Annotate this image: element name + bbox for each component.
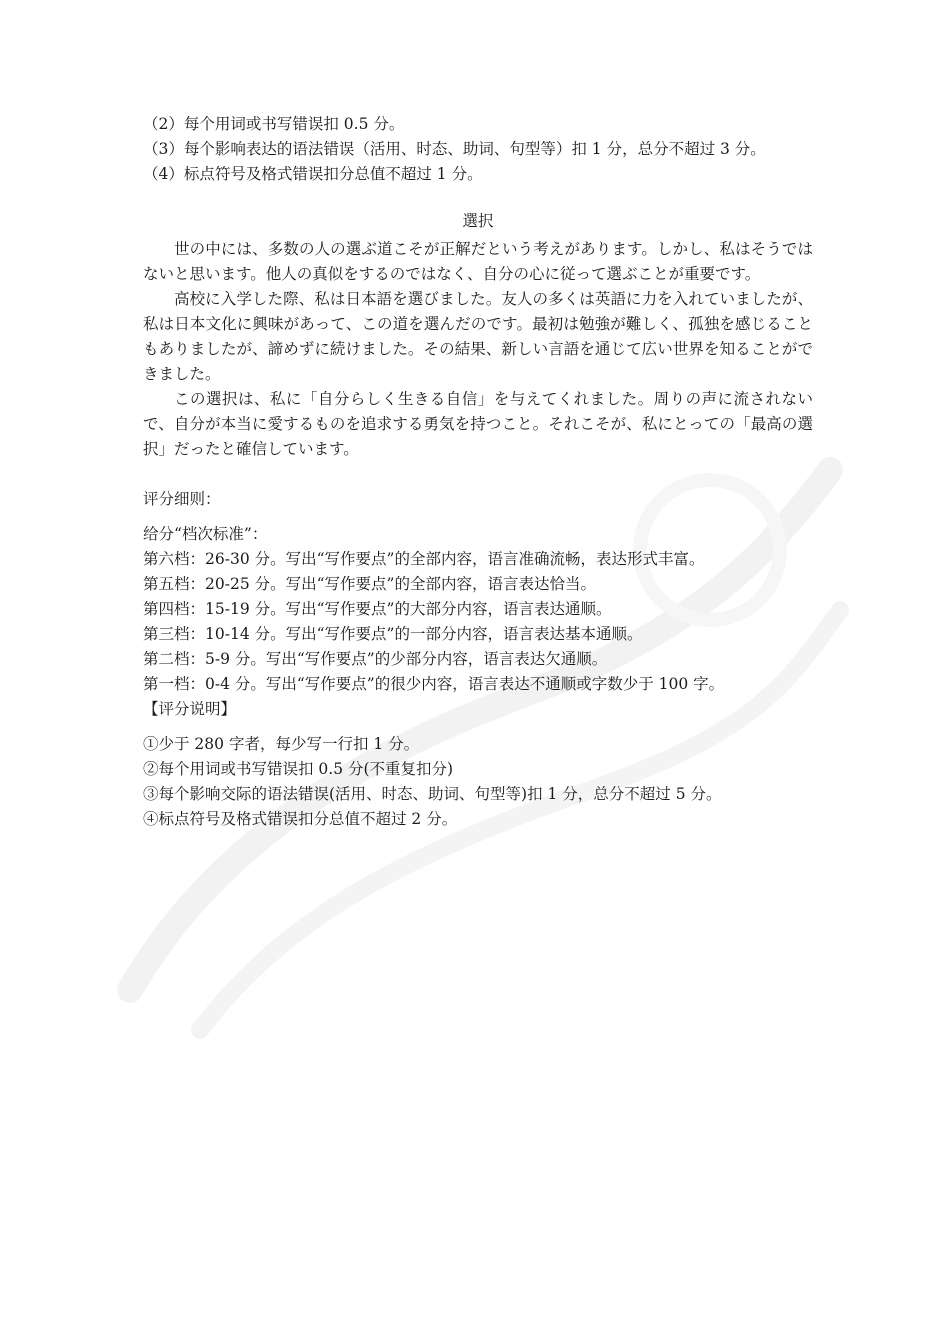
top-rules — [143, 112, 813, 187]
scoring-notes — [143, 732, 813, 832]
note-line: ①少于 280 字者，每少写一行扣 1 分。 — [143, 735, 420, 753]
document-content — [143, 112, 813, 832]
essay-paragraph: 高校に入学した際、私は日本語を選びました。友人の多くは英語に力を入れていましたが、私は日本文化に興味があって、この道を選んだのです。最初は勉強が難しく、孤独を感じることもありましたが、諦めずに続けました。その結果、新しい言語を通じて広い世界を知ることができました。 — [143, 290, 813, 383]
note-line: ②每个用词或书写错误扣 0.5 分(不重复扣分) — [143, 760, 454, 778]
standard-heading: 给分“档次标准”： — [143, 525, 268, 543]
note-line: ④标点符号及格式错误扣分总值不超过 2 分。 — [143, 810, 458, 828]
essay-body — [143, 237, 813, 462]
essay-paragraph: 世の中には、多数の人の選ぶ道こそが正解だという考えがあります。しかし、私はそうではないと思います。他人の真似をするのではなく、自分の心に従って選ぶことが重要です。 — [143, 240, 813, 283]
level-line: 第一档：0-4 分。写出“写作要点”的很少内容，语言表达不通顺或字数少于 100 字。 — [143, 675, 725, 693]
essay-title: 選択 — [462, 212, 494, 230]
level-line: 第五档：20-25 分。写出“写作要点”的全部内容，语言表达恰当。 — [143, 575, 596, 593]
level-line: 第三档：10-14 分。写出“写作要点”的一部分内容，语言表达基本通顺。 — [143, 625, 643, 643]
note-line: ③每个影响交际的语法错误(活用、时态、助词、句型等)扣 1 分，总分不超过 5 分。 — [143, 785, 722, 803]
scoring-heading: 评分细则： — [143, 490, 221, 508]
level-line: 第二档：5-9 分。写出“写作要点”的少部分内容，语言表达欠通顺。 — [143, 650, 608, 668]
essay-paragraph: この選択は、私に「自分らしく生きる自信」を与えてくれました。周りの声に流されないで、自分が本当に愛するものを追求する勇気を持つこと。それこそが、私にとっての「最高の選択」だったと確信しています。 — [143, 390, 813, 458]
scoring-levels — [143, 547, 813, 697]
level-line: 第六档：26-30 分。写出“写作要点”的全部内容，语言准确流畅，表达形式丰富。 — [143, 550, 705, 568]
notes-heading: 【评分说明】 — [143, 700, 237, 718]
level-line: 第四档：15-19 分。写出“写作要点”的大部分内容，语言表达通顺。 — [143, 600, 612, 618]
rule-line: （3）每个影响表达的语法错误（活用、时态、助词、句型等）扣 1 分，总分不超过 3 分。 — [143, 140, 766, 158]
rule-line: （4）标点符号及格式错误扣分总值不超过 1 分。 — [143, 165, 483, 183]
rule-line: （2）每个用词或书写错误扣 0.5 分。 — [143, 115, 405, 133]
